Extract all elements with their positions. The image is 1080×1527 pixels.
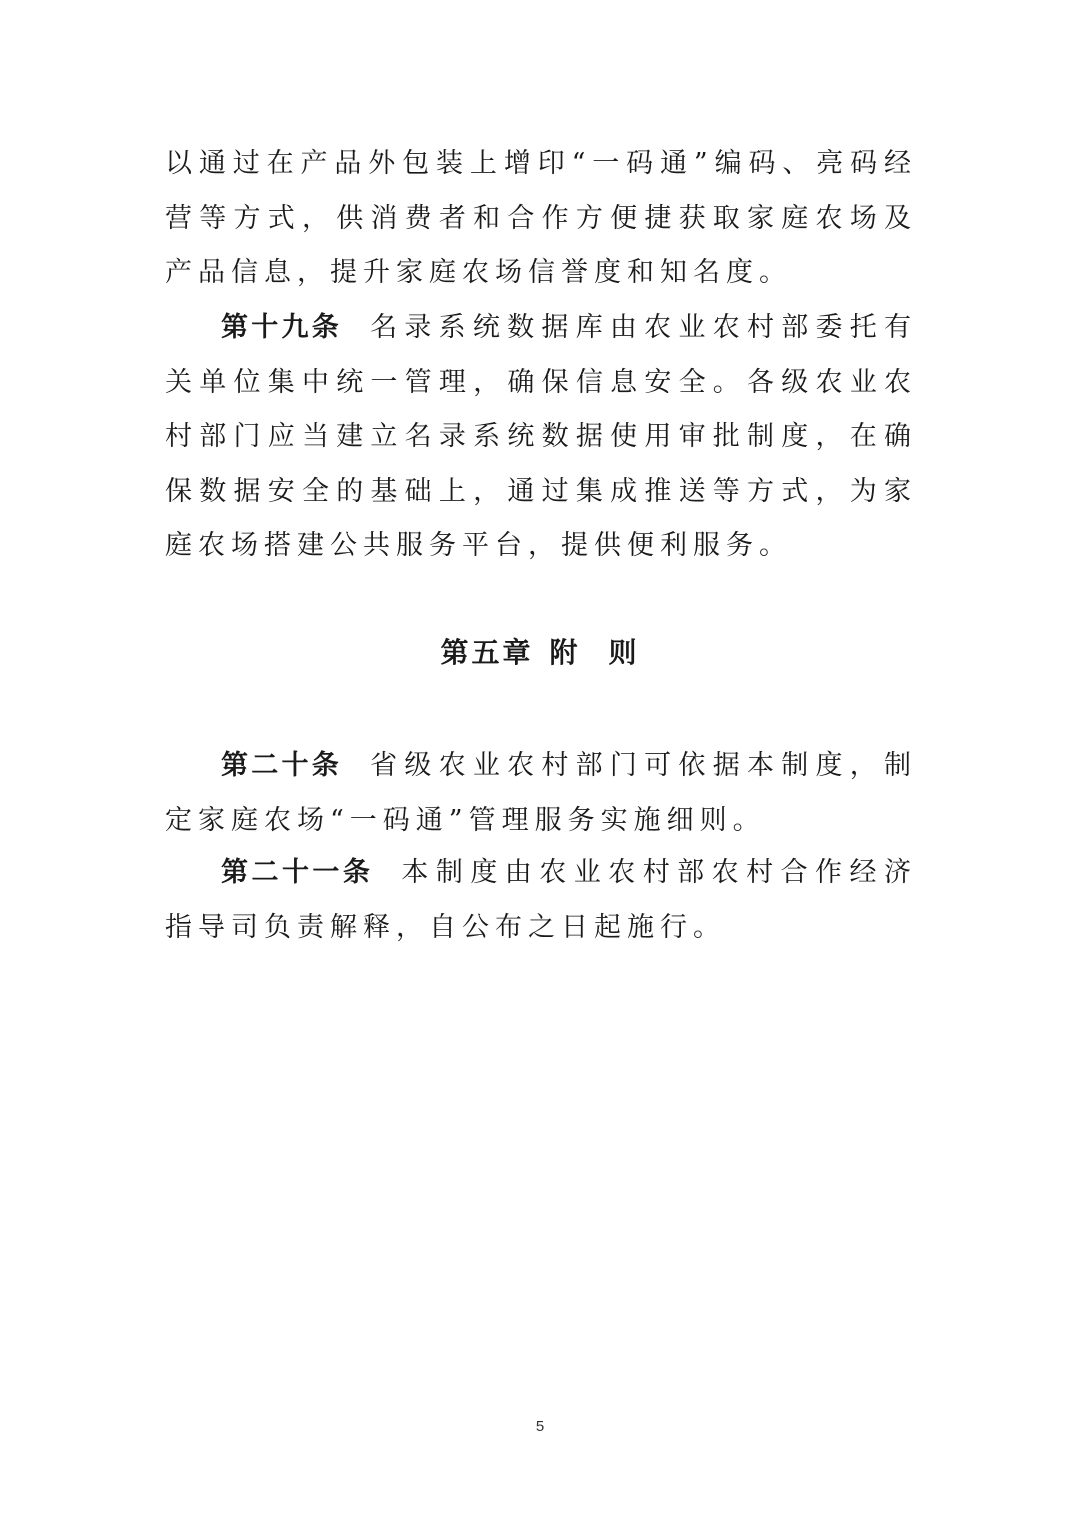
article-20-text: 省级农业农村部门可依据本制度，制定家庭农场“一码通”管理服务实施细则。 <box>165 750 918 836</box>
paragraph-continuation <box>165 137 917 301</box>
chapter-number: 第五章 <box>440 636 534 669</box>
article-19-label: 第十九条 <box>221 312 343 343</box>
article-21-label: 第二十一条 <box>221 857 374 888</box>
article-21 <box>165 846 917 955</box>
paragraph-text: 以通过在产品外包装上增印“一码通”编码、亮码经营等方式，供消费者和合作方便捷获取家庭农场及产品信息，提升家庭农场信誉度和知名度。 <box>165 148 917 288</box>
page-number: 5 <box>535 1418 545 1435</box>
article-21-text: 本制度由农业农村部农村合作经济指导司负责解释，自公布之日起施行。 <box>165 857 918 943</box>
article-20 <box>165 739 917 848</box>
chapter-title-char-2: 则 <box>608 636 640 669</box>
article-19-text: 名录系统数据库由农业农村部委托有关单位集中统一管理，确保信息安全。各级农业农村部门应当建立名录系统数据使用审批制度，在确保数据安全的基础上，通过集成推送等方式，为家庭农场搭建公共服务平台，提供便利服务。 <box>165 312 918 561</box>
article-19 <box>165 301 917 574</box>
chapter-heading <box>0 633 1080 673</box>
chapter-title-char-1: 附 <box>549 636 581 669</box>
article-20-label: 第二十条 <box>221 750 343 781</box>
